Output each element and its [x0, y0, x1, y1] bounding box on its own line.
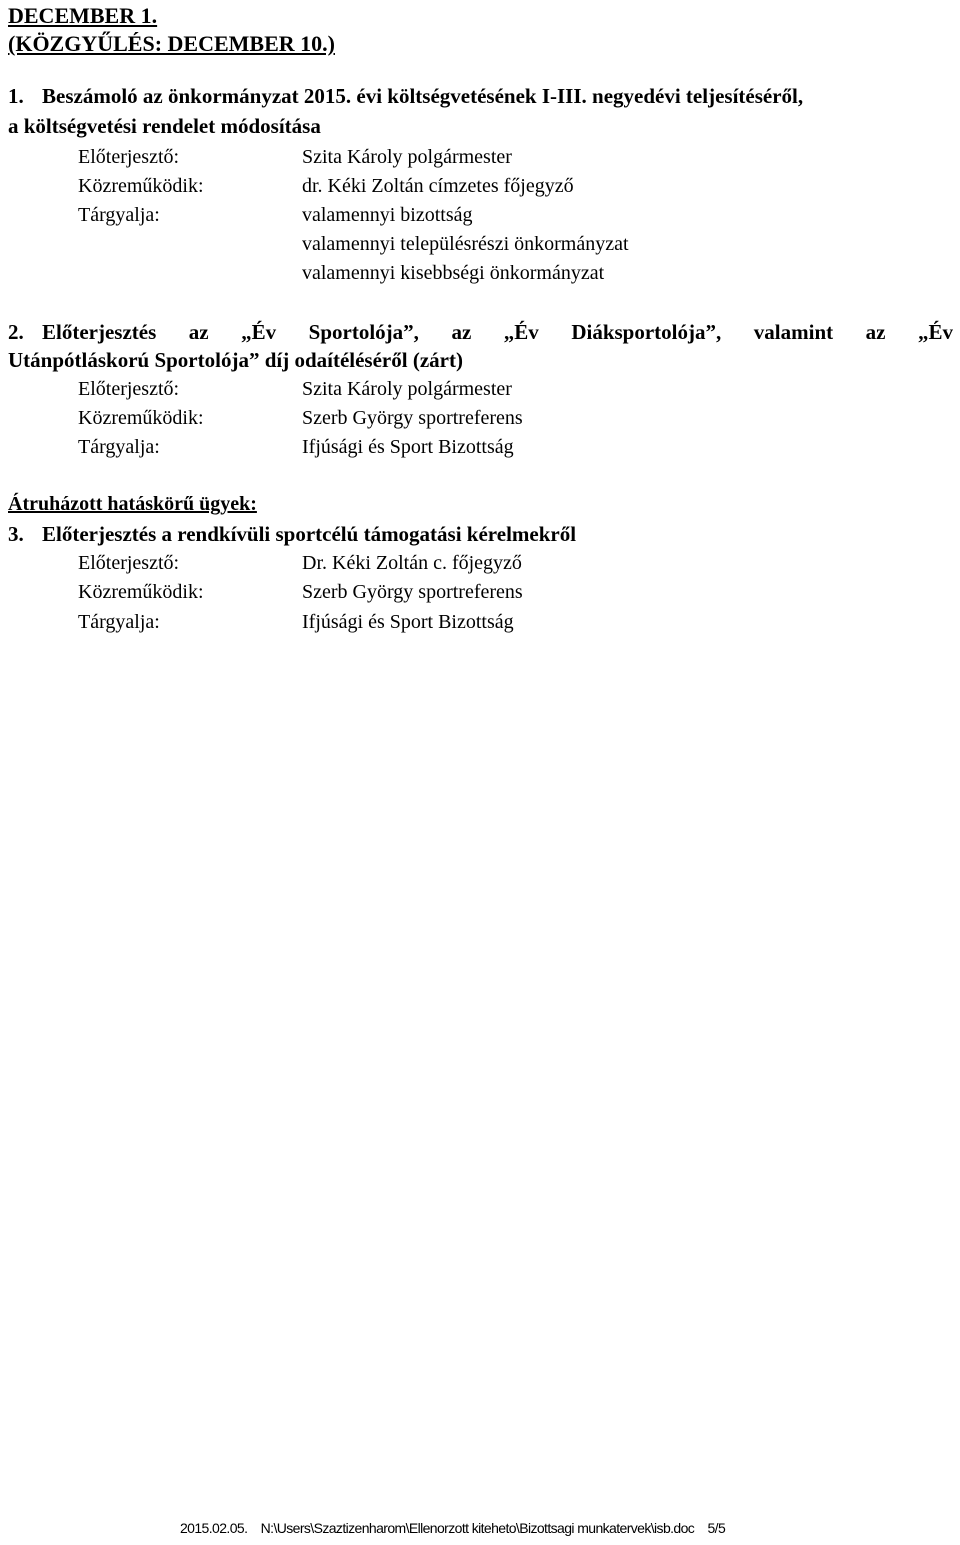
discusses-value: valamennyi településrészi önkormányzat: [302, 233, 629, 255]
item-3-presenter-row: [78, 549, 522, 578]
item-title-text: a költségvetési rendelet módosítása: [8, 114, 321, 138]
presenter-value: Szita Károly polgármester: [302, 378, 512, 400]
item-2-presenter-row: [78, 375, 512, 404]
discusses-label: Tárgyalja:: [78, 436, 160, 458]
presenter-label: Előterjesztő:: [78, 146, 180, 168]
discusses-value: Ifjúsági és Sport Bizottság: [302, 436, 514, 458]
footer-file-path: N:\Users\Szaztizenharom\Ellenorzott kiteheto\Bizottsagi munkatervek\isb.doc: [260, 1520, 695, 1536]
presenter-value: Szita Károly polgármester: [302, 146, 512, 168]
item-2-title-cont: [8, 346, 953, 375]
item-number: 3.: [8, 522, 24, 546]
contributor-value: dr. Kéki Zoltán címzetes főjegyző: [302, 175, 574, 197]
item-1-title: [8, 82, 953, 111]
contributor-label: Közreműködik:: [78, 581, 204, 603]
item-2-contributor-row: [78, 404, 523, 433]
item-1-title-cont: [8, 112, 953, 141]
item-3-discusses-row: [78, 608, 514, 637]
page-footer: [180, 1520, 735, 1536]
discusses-label: Tárgyalja:: [78, 611, 160, 633]
presenter-label: Előterjesztő:: [78, 552, 180, 574]
discusses-value: Ifjúsági és Sport Bizottság: [302, 611, 514, 633]
assembly-date-heading: (KÖZGYŰLÉS: DECEMBER 10.): [8, 31, 335, 56]
item-3-contributor-row: [78, 578, 523, 607]
discusses-value: valamennyi bizottság: [302, 204, 473, 226]
item-1-presenter-row: [78, 143, 512, 172]
item-number: 2.: [8, 320, 24, 344]
contributor-value: Szerb György sportreferens: [302, 407, 523, 429]
presenter-label: Előterjesztő:: [78, 378, 180, 400]
item-2-discusses-row: [78, 433, 514, 462]
item-title-text: Utánpótláskorú Sportolója” díj odaítéléséről (zárt): [8, 348, 463, 372]
footer-date: 2015.02.05.: [180, 1520, 248, 1536]
contributor-label: Közreműködik:: [78, 175, 204, 197]
delegated-cases-heading: Átruházott hatáskörű ügyek:: [8, 493, 257, 515]
presenter-value: Dr. Kéki Zoltán c. főjegyző: [302, 552, 522, 574]
item-2-title: [8, 318, 953, 347]
item-title-text: Előterjesztés a rendkívüli sportcélú támogatási kérelmekről: [42, 522, 577, 546]
item-title-text: Előterjesztés az „Év Sportolója”, az „Év Diáksportolója”, valamint az „Év: [42, 320, 953, 344]
meeting-date-heading: DECEMBER 1.: [8, 3, 158, 28]
footer-page-number: 5/5: [707, 1520, 726, 1536]
item-1-discusses-row: [78, 201, 473, 230]
item-title-text: Beszámoló az önkormányzat 2015. évi költségvetésének I-III. negyedévi teljesítéséről,: [42, 84, 804, 108]
contributor-value: Szerb György sportreferens: [302, 581, 523, 603]
discusses-label: Tárgyalja:: [78, 204, 160, 226]
discusses-value: valamennyi kisebbségi önkormányzat: [302, 262, 605, 284]
item-1-contributor-row: [78, 172, 574, 201]
contributor-label: Közreműködik:: [78, 407, 204, 429]
item-3-title: [8, 520, 953, 549]
item-number: 1.: [8, 84, 24, 108]
